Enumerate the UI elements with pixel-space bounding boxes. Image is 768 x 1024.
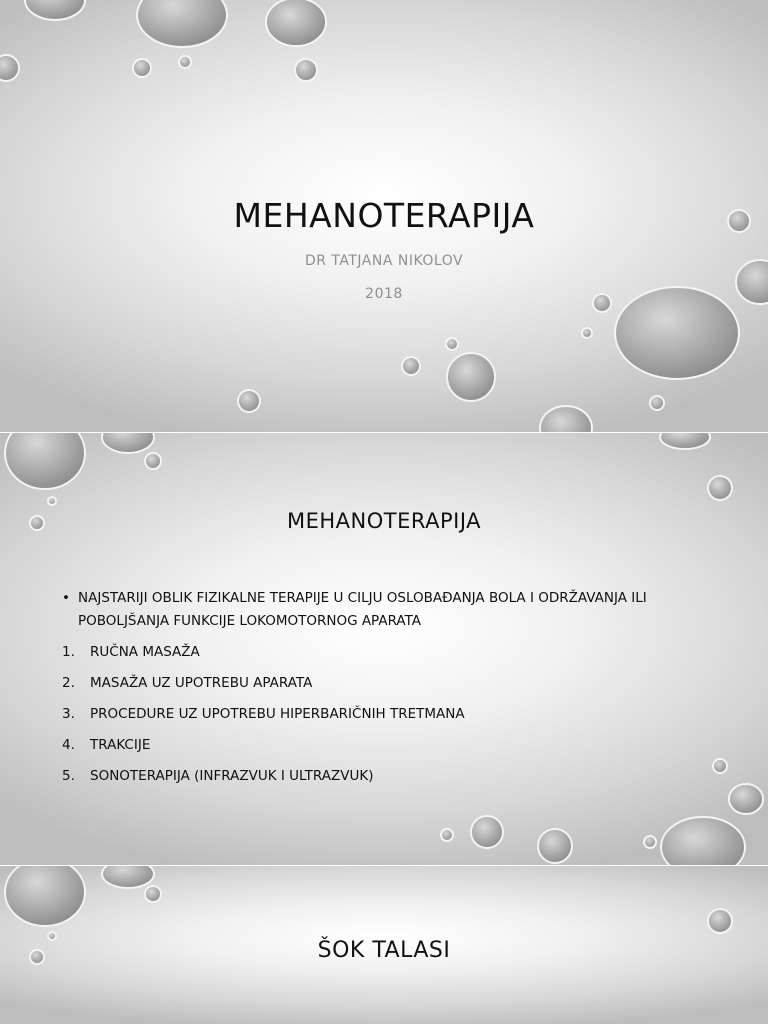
list-text: RUČNA MASAŽA: [90, 644, 200, 660]
list-text: TRAKCIJE: [90, 737, 151, 753]
bullet-item: [62, 587, 712, 633]
slide-body: [62, 587, 712, 788]
slide-1: [0, 0, 768, 432]
list-number: 5.: [62, 768, 75, 784]
list-number: 2.: [62, 675, 75, 691]
bullet-dot-icon: •: [62, 590, 70, 606]
list-text: PROCEDURE UZ UPOTREBU HIPERBARIČNIH TRETMANA: [90, 706, 465, 722]
year-label: 2018: [365, 286, 403, 302]
list-text: SONOTERAPIJA (INFRAZVUK I ULTRAZVUK): [90, 768, 374, 784]
list-item: [62, 641, 712, 664]
bullet-text: NAJSTARIJI OBLIK FIZIKALNE TERAPIJE U CILJU OSLOBAĐANJA BOLA I ODRŽAVANJA ILI POBOLJŠANJA FUNKCIJE LOKOMOTORNOG APARATA: [78, 590, 647, 629]
list-item: [62, 703, 712, 726]
list-text: MASAŽA UZ UPOTREBU APARATA: [90, 675, 313, 691]
list-number: 3.: [62, 706, 75, 722]
slide-3: [0, 866, 768, 1024]
list-item: [62, 734, 712, 757]
list-number: 1.: [62, 644, 75, 660]
slide-2: [0, 433, 768, 865]
list-item: [62, 765, 712, 788]
slide-title: MEHANOTERAPIJA: [286, 509, 482, 533]
list-item: [62, 672, 712, 695]
author-name: DR TATJANA NIKOLOV: [304, 253, 464, 269]
list-number: 4.: [62, 737, 75, 753]
slide-title: ŠOK TALASI: [317, 938, 451, 963]
presentation-title: MEHANOTERAPIJA: [233, 196, 535, 235]
